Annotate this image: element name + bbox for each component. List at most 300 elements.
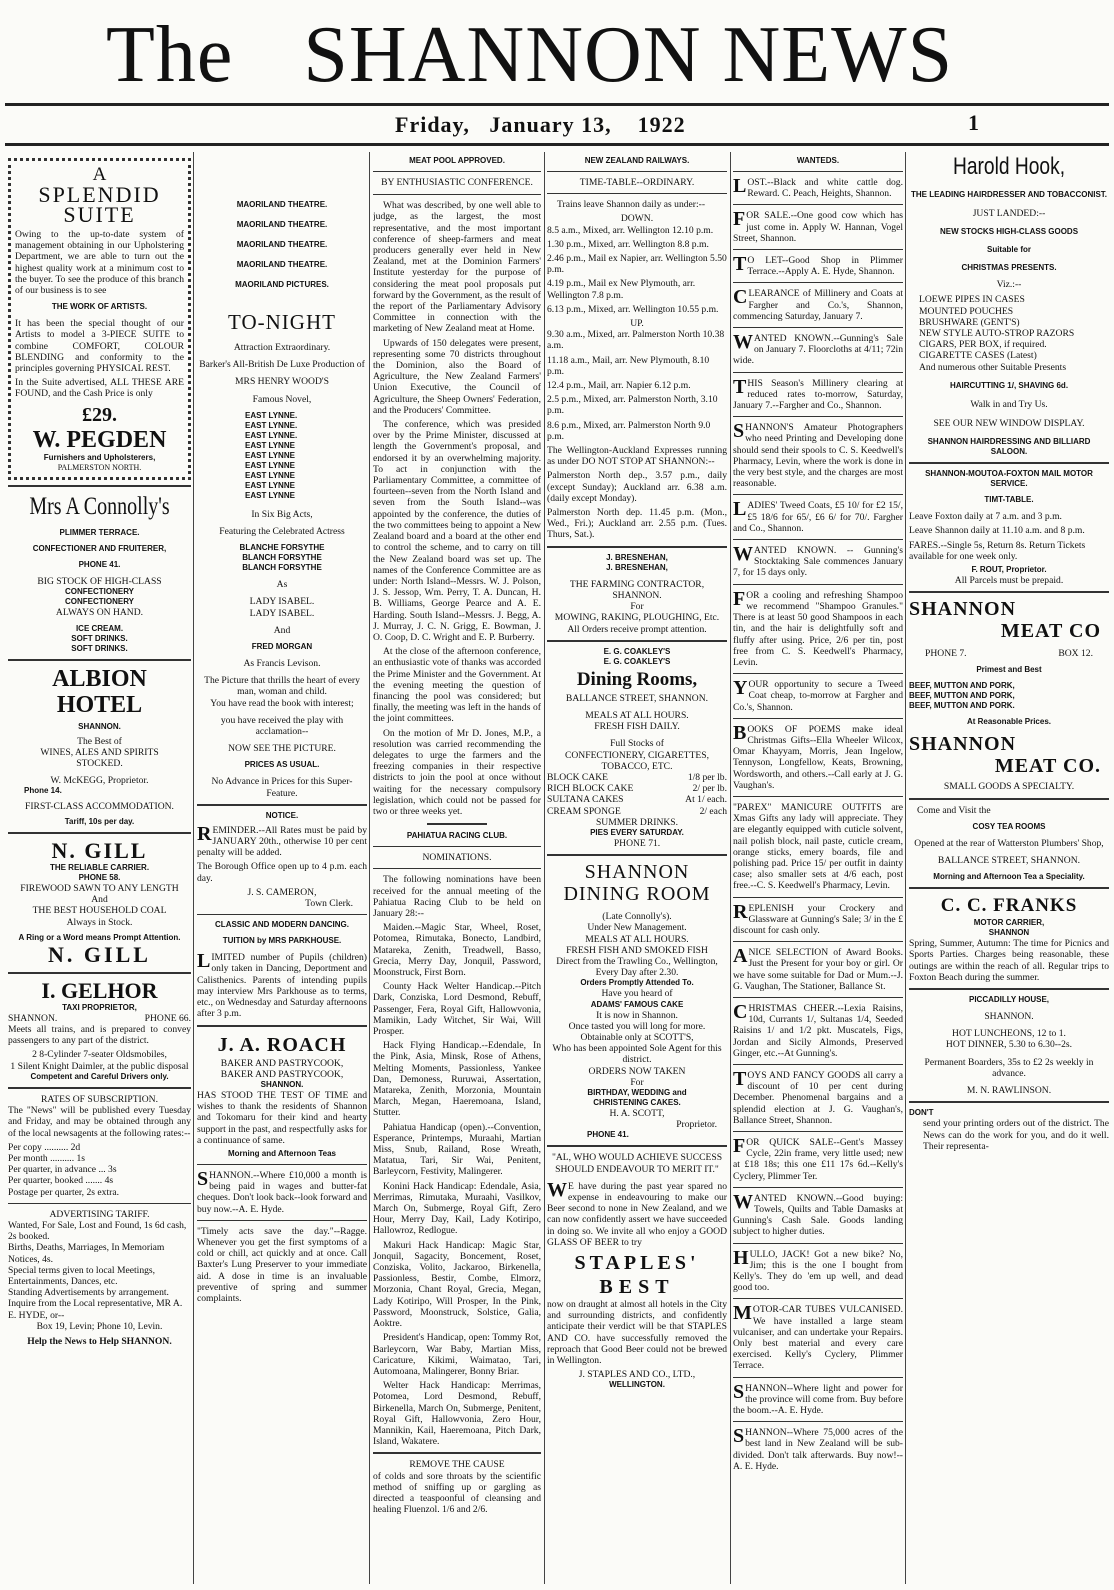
ad-line: Town Clerk. [305,898,353,910]
rate-line: Postage per quarter, 2s extra. [8,1186,119,1198]
ad-heading: E. G. COAKLEY'S [603,656,671,666]
divider [427,823,487,825]
dateline: Friday, January 13, 1922 [395,112,686,137]
ad-line: Morning and Afternoon Tea a Speciality. [933,872,1085,882]
divider [733,1298,903,1299]
ad-line: 2 8-Cylinder 7-seater Oldsmobiles, [32,1049,167,1061]
albion-hotel-ad [8,666,191,827]
divider [733,171,903,172]
ad-heading: "AL, WHO WOULD ACHIEVE SUCCESS SHOULD ENDEAVOUR TO MERIT IT." [551,1152,723,1175]
timetable-note: The Wellington-Auckland Expresses running as under DO NOT STOP AT SHANNON:-- [547,445,727,468]
masthead-rule-bottom [5,143,1109,146]
ad-text: FARES.--Single 5s, Return 8s. Return Tickets available for one week only. [909,539,1086,562]
divider [733,584,903,585]
ad-line: EAST LYNNE. [245,430,298,440]
ad-text: Owing to the up-to-date system of management obtaining in our Upholstering Department, we are able to turn out the highest quality work at a minimum cost to the buyer. To see the produce of this branch of our business is to see [15,229,184,297]
ad-line: H. A. SCOTT, [609,1107,665,1119]
ad-line: In Six Big Acts, [251,508,313,520]
divider [547,171,727,172]
ad-heading: SHANNON [909,598,1017,621]
gift-item: NEW STYLE AUTO-STROP RAZORS [919,328,1075,340]
ad-line: TIMT-TABLE. [984,495,1034,505]
ad-line: STOCKED. [76,758,123,770]
ad-heading: J. BRESNEHAN, [606,562,668,572]
ad-text: In the Suite advertised, ALL THESE ARE FOUND, and the Cash Price is only [15,377,184,400]
ad-heading: I. GELHOR [41,977,158,1003]
ad-heading: HOTEL [56,692,143,719]
ad-line: F. ROUT, Proprietor. [971,565,1047,575]
newspaper-title: The SHANNON NEWS [106,11,954,99]
ad-heading: MEAT CO. [994,755,1101,778]
shannon-meat-ad [909,598,1109,792]
timetable-row: 12.4 p.m., Mail, arr. Napier 6.12 p.m. [547,380,691,392]
classified-ad: SHANNON--Where light and power for the province will come from. Buy before the boom.--A. E. Hyde. [733,1380,903,1417]
ad-line: BEEF, MUTTON AND PORK, [909,691,1015,701]
ad-heading: Mrs A Connolly's [29,492,170,520]
ad-line: THE FARMING CONTRACTOR, [569,578,705,590]
article-headline: NEW ZEALAND RAILWAYS. [584,156,690,165]
ad-heading: STAPLES' [574,1252,700,1275]
article-paragraph: At the close of the afternoon conference, an enthusiastic vote of thanks was accorded the Prime Minister and the Government. At the evening meeting the question of financing the pool was considered; but finally, the meeting was left in the hands of the joint committees. [373,646,541,725]
divider [909,462,1109,464]
article-headline: MEAT POOL APPROVED. [409,156,505,165]
ad-text: It has been the special thought of our Artists to model a 3-PIECE SUITE to combine COMFORT, COLOUR BLENDING and conformity to the principles governing PHYSICAL REST. [15,318,184,375]
section-heading: ADVERTISING TARIFF. [49,1208,150,1220]
ad-line: HOT DINNER, 5.30 to 6.30--2s. [945,1039,1073,1051]
ad-line: MRS HENRY WOOD'S [235,376,329,388]
ad-text: Meets all trains, and is prepared to convey passengers to any part of the district. [8,1024,191,1047]
connolly-ad [8,492,191,654]
ad-text: send your printing orders out of the district. The News can do the work for you, and do it well. Their representa- [923,1118,1109,1152]
ad-heading: J. A. ROACH [217,1033,347,1056]
ad-line: BLANCH FORSYTHE [242,553,322,563]
ad-line: BEEF, MUTTON AND PORK. [909,701,1015,711]
ad-heading: SPLENDID [38,182,161,207]
article-paragraph: Pahiatua Handicap (open).--Convention, Esperance, Printemps, Muraahi, Martian Miss, Snub, Railand, Rose Wreath, Matatua, Tari, Sir Wai, Penitent, Barleycorn, Festivity, Malingerer. [373,1121,541,1178]
ad-line: EAST LYNNE. [245,420,298,430]
pegden-suite-ad [8,158,191,480]
ad-heading: REMOVE THE CAUSE [409,1459,505,1471]
ad-heading: N. GILL [51,838,148,864]
article-paragraph: Welter Hack Handicap: Merrimas, Potomea, Lord Desmond, Rebuff, Birkenella, March On, Submerge, Penitent, Royal Gift, Hallowvonia, Zero Hour, Mannikin, Kail, Haeremoana, Pitch Dark, Island, Wakatere. [373,1380,541,1448]
ad-line: At Reasonable Prices. [966,717,1052,727]
ad-line: Primest and Best [976,665,1042,675]
ad-line: EAST LYNNE [245,470,295,480]
ad-heading: Dining Rooms, [576,668,698,690]
rate-line: Standing Advertisements by arrangement. [8,1287,169,1299]
ad-line: The Picture that thrills the heart of every man, woman and child. [204,675,360,698]
ad-line: CONFECTIONER AND FRUITERER, [32,543,167,553]
ad-subheading: THE WORK OF ARTISTS. [51,302,148,312]
ad-line: EAST LYNNE [245,440,295,450]
ad-line: Who has been appointed Sole Agent for this district. [552,1043,722,1066]
ad-line: JUST LANDED:-- [972,208,1046,219]
price-row: CREAM SPONGE 2/ each [547,805,727,817]
ad-heading: TO-NIGHT [228,310,336,334]
classified-ad: REPLENISH your Crockery and Glassware at Gunning's Sale; 3/ in the £ discount for cash only. [733,900,903,936]
divider [373,194,541,195]
ad-line: And [91,894,108,906]
ad-line: FRED MORGAN [251,642,313,652]
classified-ad: MOTOR-CAR TUBES VULCANISED. We have installed a large steam vulcaniser, and can undertake your Repairs. Only best material and every care exercised. Kelly's Cyclery, Plimmer Terrace. [733,1302,903,1372]
ad-line: Always in Stock. [66,916,133,928]
timetable-row: 2.5 p.m., Mixed, arr. Palmerston North, 3.10 p.m. [547,394,718,417]
fluenzol-ad: of colds and sore throats by the scientific method of sniffing up or gargling as directed a teaspoonful of cleansing and healing Fluenzol. 1/6 and 2/6. [373,1470,541,1516]
ad-heading: A [92,164,107,185]
ad-line: Come and Visit the [917,804,991,816]
ad-heading: J. BRESNEHAN, [606,552,668,562]
classified-ad: LADIES' Tweed Coats, £5 10/ for £2 15/, £5 18/6 for 65/, £6 6/ for 70/. Fargher and Co., Shannon. [733,498,903,534]
ad-heading: SUITE [63,202,136,227]
column-2 [197,152,367,1584]
divider [733,1377,903,1378]
page-number: 1 [968,110,979,135]
ad-line: SOFT DRINKS. [71,644,128,654]
ad-line: PHONE 71. [613,837,661,849]
printing-ad [909,1108,1109,1152]
ad-line: Have you heard of [601,988,673,1000]
rate-line: Per month .......... 1s [8,1152,86,1164]
article-paragraph: County Hack Welter Handicap.--Pitch Dark, Conziska, Lord Desmond, Rebuff, Passenger, Fera, Royal Gift, Hallowvonia, Mamikin, Lady Witchet, Sir Wai, Will Prosper. [373,981,541,1038]
divider [733,718,903,719]
ad-text: now on draught at almost all hotels in the City and surrounding districts, and confidently anticipate their verdict will be that STAPLES AND CO. have successfully removed the reproach that Good Beer could not be brewed in Wellington. [547,1299,727,1367]
divider [733,1187,903,1188]
timetable-row: 8.5 a.m., Mixed, arr. Wellington 12.10 p.m. [547,224,714,236]
timetable-row: 4.19 p.m., Mail ex New Plymouth, arr. Wellington 7.8 p.m. [547,278,696,301]
ad-heading: MEAT CO [1000,620,1101,643]
staples-beer-ad [547,1152,727,1390]
ad-text: Leave Shannon daily at 11.10 a.m. and 8 p.m. [909,525,1085,537]
classified-ad: WANTED KNOWN.--Gunning's Sale on January 7. Floorcloths at 4/11; 72in wide. [733,331,903,367]
rate-line: Inquire from the Local representative, MR A. E. HYDE, or-- [8,1298,183,1321]
ad-line: FIREWOOD SAWN TO ANY LENGTH [20,883,179,895]
hyde-ad: SHANNON.--Where £10,000 a month is being paid in wages and butter-fat cheques. Don't look back--look forward and buy now.--A. E. Hyde. [197,1167,367,1215]
ad-line: J. STAPLES AND CO., LTD., [578,1369,696,1381]
ad-line: SHANNON. [260,1079,304,1089]
ad-line: WELLINGTON. [609,1380,665,1390]
divider [733,494,903,495]
price-row: BLOCK CAKE 1/8 per lb. [547,771,727,783]
ad-line: MOTOR CARRIER, [973,918,1045,928]
ad-line: The Best of [77,736,122,748]
rate-line: Special terms given to local Meetings, Entertainments, Dances, etc. [8,1264,156,1287]
section-heading: WANTEDS. [796,156,840,165]
ad-line: SHANNON. [984,1011,1034,1023]
classified-ad: FOR SALE.--One good cow which has just come in. Apply W. Hannan, Vogel Street, Shannon. [733,208,903,244]
ad-line: You have read the book with interest; [210,697,354,709]
ad-text: Leave Foxton daily at 7 a.m. and 3 p.m. [909,511,1062,523]
ad-line: THE RELIABLE CARRIER. [49,863,150,873]
classified-ad: TO LET--Good Shop in Plimmer Terrace.--Apply A. E. Hyde, Shannon. [733,253,903,278]
harold-hook-ad [909,152,1109,457]
divider [733,204,903,205]
ad-line: FRESH FISH DAILY. [594,721,680,733]
ad-line: PIES EVERY SATURDAY. [590,827,684,837]
ad-line: BAKER AND PASTRYCOOK, [220,1057,344,1069]
classified-ad: FOR QUICK SALE--Gent's Massey Cycle, 22in frame, very little used; new at £18 18s; this one £11 17s 6d.--Kelly's Cyclery, Plimmer Ter. [733,1135,903,1182]
timetable-row: 9.30 a.m., Mixed, arr. Palmerston North 10.38 a.m. [547,329,725,352]
ad-line: Barker's All-British De Luxe Production of [199,359,365,371]
bresnehan-ad [547,553,727,635]
ad-line: As [276,579,288,591]
classified-ad: TOYS AND FANCY GOODS all carry a discount of 10 per cent during December. Phenomenal bargains and a splendid election at J. G. Vaughan's, Ballance Street, Shannon. [733,1068,903,1126]
divider [8,832,191,834]
rate-line: Box 19, Levin; Phone 10, Levin. [36,1320,163,1332]
rates-notice [8,1094,191,1347]
firm-sub: Furnishers and Upholsterers, [43,452,156,462]
divider [733,1243,903,1244]
divider [733,997,903,998]
ad-line: Tariff, 10s per day. [64,817,135,827]
column-rule [193,152,194,1584]
ad-line: FRESH FISH AND SMOKED FISH [566,944,708,956]
divider [373,868,541,869]
gift-item: MOUNTED POUCHES [919,305,1014,317]
ad-line: PHONE 7. BOX 12. [925,648,1093,660]
rate-line: Births, Deaths, Marriages, In Memoriam Notices, 4s. [8,1242,165,1265]
roach-baker-ad [197,1032,367,1159]
gelhor-taxi-ad [8,979,191,1082]
ad-line: EAST LYNNE [245,480,295,490]
article-paragraph: The conference, which was presided over by the Prime Minister, discussed at length the Government's proposal, and endorsed it by an overwhelming majority. To act in conjunction with the Parliamentary Committee, a committee of fourteen--seven from the North Island and seven from the South Island--was appointed by the conference, the duties of the two committees being to appoint a New Zealand board and a board at the other end to control the scheme, and to carry on till the New Zealand board was set up. The names of the Conference Committee are as under: North Island--Messrs. W. J. Polson, J. S. Jessop, Wm. Perry, T. A. Duncan, H. B. Williams, George Pearce and A. E. Harding. South Island--Messrs. J. Begg, A. J. Murray, J. C. N. Grigg, E. Bowman, J. O. Coop, D. C. Wright and E. P. Burberry. [373,419,541,643]
ad-line: CONFECTIONERY [64,596,135,606]
timetable-intro: Trains leave Shannon daily as under:-- [557,199,706,211]
ad-line: LADY ISABEL. [249,596,315,608]
masthead-rule-top [5,103,1109,106]
timetable-row: 8.6 p.m., Mixed, arr. Palmerston North 9.0 p.m. [547,419,711,442]
column-1 [8,152,191,1584]
column-6 [909,152,1109,1584]
ad-line: As Francis Levison. [243,658,321,670]
ad-line: Attraction Extraordinary. [233,342,331,353]
timetable-heading: UP. [630,318,644,330]
ad-line: Orders Promptly Attended To. [580,978,694,988]
gift-item: BRUSHWARE (GENT'S) [919,316,1020,328]
ad-line: BIRTHDAY, WEDDING and [587,1087,687,1097]
ad-line: SOFT DRINKS. [71,634,128,644]
ad-line: Direct from the Trawling Co., Wellington, Every Day after 2.30. [556,955,718,979]
classified-ad: WANTED KNOWN. -- Gunning's Stocktaking Sale commences January 7, for 15 days only. [733,543,903,579]
gift-item: CIGARETTE CASES (Latest) [919,350,1037,362]
ad-line: MAORILAND PICTURES. [235,280,329,289]
ad-line: CHRISTENING CAKES. [593,1097,681,1107]
divider [197,914,367,915]
ad-line: SHANNON [988,928,1030,938]
article-paragraph: Hack Flying Handicap.--Edendale, In the Pink, Asia, Minsk, Rose of Athens, Melting Moments, Passionless, Yankee Dan, Demoness, Ruruwai, Assertation, Matareka, Zenith, Morzonia, Mountain March, Megan, Haeremoana, Island, Stutter. [373,1040,541,1119]
ad-line: CONFECTIONERY [64,586,135,596]
classified-ad: HULLO, JACK! Got a new bike? No, Jim; this is the one I bought from Kelly's. They do 'em up well, and dead good too. [733,1246,903,1294]
ad-line: It is now in Shannon. [596,1009,678,1021]
ad-heading: SHANNON [909,733,1017,756]
ad-heading: BEST [599,1276,675,1299]
divider [547,193,727,194]
divider [197,804,367,806]
article-paragraph: Konini Hack Handicap: Edendale, Asia, Merrimas, Rimutaka, Muraahi, Vasilkov, March On, Submerge, Royal Gift, Zero Hour, Merry Day, Kail, Lady Kotiripo, Hallowroz, Redlogue. [373,1180,541,1237]
ad-heading: PICCADILLY HOUSE, [968,995,1049,1005]
ad-line: PHONE 58. [78,873,121,883]
section-heading: NOTICE. [265,810,299,820]
timetable-row: 2.46 p.m., Mail ex Napier, arr. Wellington 5.50 p.m. [547,253,727,276]
divider [8,972,191,974]
ad-line: MAORILAND THEATRE. [236,220,328,229]
ad-line: PLIMMER TERRACE. [59,527,140,537]
divider [733,897,903,898]
classified-ad: ANICE SELECTION of Award Books. Just the Present for your boy or girl. Or we have some suitable for Dad or Mum.--J. G. Vaughan, The Stationer, Ballance St. [733,945,903,992]
ad-line: For [630,601,644,613]
franks-carrier-ad [909,894,1109,983]
ad-line: Under New Management. [587,922,687,934]
divider [373,1452,541,1454]
ad-line: SHANNON. [78,722,121,732]
article-subheadline: TIME-TABLE--ORDINARY. [579,177,695,188]
gift-item: And numerous other Suitable Presents [919,361,1067,373]
firm-name: W. PEGDEN [32,426,167,453]
ad-heading: C. C. FRANKS [940,895,1078,917]
ad-line: W. McKEGG, Proprietor. [50,774,149,786]
rate-line: Wanted, For Sale, Lost and Found, 1s 6d cash, 2s booked. [8,1219,187,1243]
divider [733,1064,903,1065]
ad-line: BAKER AND PASTRYCOOK, [220,1068,344,1080]
ad-line: SHANNON. PHONE 66. [8,1012,191,1024]
article-paragraph: On the motion of Mr D. Jones, M.P., a resolution was carried recommending the delegates to urge the farmers and the freezing companies in their respective districts to join the pool at once without waiting for the necessary compulsory legislation, which could not be passed for two or three weeks yet. [373,727,541,817]
ad-line: Featuring the Celebrated Actress [219,526,345,538]
ad-text: The Borough Office open up to 4 p.m. each day. [197,861,367,884]
ad-line: NEW STOCKS HIGH-CLASS GOODS [939,227,1079,237]
divider [8,659,191,661]
timetable-heading: DOWN. [620,213,654,225]
divider [909,1101,1109,1103]
ad-line: No Advance in Prices for this Super-Feature. [211,776,353,799]
price-row: RICH BLOCK CAKE 2/ per lb. [547,783,727,795]
divider [547,1145,727,1147]
ad-line: COSY TEA ROOMS [972,821,1046,831]
price-row: SULTANA CAKES At 1/ each. [547,794,727,806]
ad-line: (Late Connolly's). [602,911,672,923]
ad-line: Famous Novel, [252,393,312,405]
piccadilly-house-ad [909,995,1109,1096]
divider [373,171,541,172]
timetable-row: Palmerston North dep. 11.45 p.m. (Mon., Wed., Fri.); Auckland arr. 2.55 p.m. (Tues. Thurs, Sat.). [547,507,727,541]
article-subheadline: BY ENTHUSIASTIC CONFERENCE. [381,177,533,188]
ad-line: THE LEADING HAIRDRESSER AND TOBACCONIST. [910,190,1107,199]
rate-line: Per quarter, in advance ... 3s [8,1164,117,1176]
ad-heading: DINING ROOM [563,883,711,906]
divider [733,372,903,373]
divider [733,327,903,328]
ad-line: EAST LYNNE [245,490,295,500]
column-4 [547,152,727,1584]
ad-line: Competent and Careful Drivers only. [30,1071,169,1081]
mail-motor-ad [909,469,1109,586]
gill-carrier-ad [8,839,191,967]
ad-line: LADY ISABEL. [249,607,315,619]
classified-ad: BOOKS OF POEMS make ideal Christmas Gifts--Ella Wheeler Wilcox, Omar Khayyam, Morris, Jean Ingelow, Tennyson, Longfellow, Keats, Browning, Wordsworth, and others.--Call early at J. G. Vaughan's. [733,721,903,791]
ad-line: MEALS AT ALL HOURS. [585,709,689,721]
ad-line: All Orders receive prompt attention. [567,623,707,635]
ad-line: BIG STOCK OF HIGH-CLASS [37,575,162,587]
ad-line: CONFECTIONERY, CIGARETTES, TOBACCO, ETC. [564,749,709,772]
divider [373,846,541,847]
price: £29. [82,403,117,426]
ad-line: BALLANCE STREET, SHANNON. [937,855,1081,867]
ad-line: SHANNON. [612,589,662,601]
divider [197,1220,367,1221]
classified-ad: SHANNON'S Amateur Photographers who need Printing and Developing done should send their spools to C. S. Keedwell's Pharmacy, Levin, where the work is done in the very best style, and the charges are most reasonable. [733,420,903,490]
ad-line: Suitable for [986,245,1031,255]
shannon-dining-room-ad [547,861,727,1140]
ad-line: EAST LYNNE. [245,410,298,420]
gift-item: CIGARS, PER BOX, if required. [919,339,1047,351]
ad-line: ICE CREAM. [75,624,124,634]
ad-line: Phone 14. [24,785,62,795]
ad-line: WINES, ALES AND SPIRITS [40,747,159,759]
ad-line: ORDERS NOW TAKEN [588,1065,686,1077]
ad-line: BEEF, MUTTON AND PORK, [909,681,1015,691]
divider [909,591,1109,593]
divider [547,640,727,642]
masthead [0,0,1114,150]
timetable-row: Palmerston North dep., 3.57 p.m., daily (except Sunday); Auckland arr. 6.38 a.m. (daily except Monday). [547,470,727,504]
cosy-tea-rooms-ad [909,805,1109,883]
ad-text: HAS STOOD THE TEST OF TIME and wishes to thank the residents of Shannon and Tokomaru for their kind and hearty support in the past, and respectfully asks for a continuance of same. [197,1089,367,1146]
classified-ad: YOUR opportunity to secure a Tweed Coat cheap, to-morrow at Fargher and Co.'s, Shannon. [733,677,903,713]
timetable-row: 1.30 p.m., Mixed, arr. Wellington 8.8 p.m. [547,238,709,250]
classified-ad: CHRISTMAS CHEER.--Lexia Raisins, 10d, Currants 1/, Sultanas 1/4, Seeded Raisins 1/ and 1/2 pkt. Muscatels, Figs, Jordan and Sicily Almonds, Preserved Ginger, etc.--At Gunning's. [733,1000,903,1059]
ad-text: Spring, Summer, Autumn: The time for Picnics and Sports Parties. Charges being reasonable, these outings are within the reach of all. Regular trips to Foxton Beach during the summer. [909,938,1109,983]
divider [733,941,903,942]
divider [733,539,903,540]
divider [909,798,1109,800]
ad-line: Permanent Boarders, 35s to £2 2s weekly in advance. [924,1056,1094,1079]
divider [8,1087,191,1089]
ad-line: SUMMER DRINKS. [595,816,679,828]
ad-heading: E. G. COAKLEY'S [603,646,671,656]
ad-line: HAIRCUTTING 1/, SHAVING 6d. [949,380,1069,390]
rate-line: Per quarter, booked ....... 4s [8,1175,114,1187]
ad-heading: ALBION [52,666,147,693]
classified-ad: LOST.--Black and white cattle dog. Reward. C. Peach, Heights, Shannon. [733,175,903,200]
ad-line: M. N. RAWLINSON. [966,1085,1052,1097]
slogan: Help the News to Help SHANNON. [27,1335,172,1347]
ad-line: BLANCH FORSYTHE [242,563,322,573]
dancing-ad [197,920,367,1019]
divider [733,282,903,283]
article-paragraph: Makuri Hack Handicap: Magic Star, Jonquil, Sagacity, Boncement, Roset, Conziska, Volito, Jackaroo, Birkenella, Passionless, Bestir, Combe, Elmorz, Morzonia, Chant Royal, Grecia, Megan, Lady Kotiripo, Will Prosper, In the Pink, Password, Moonstruck, Solstice, Galia, Aoktre. [373,1239,541,1330]
ad-line: SHANNON HAIRDRESSING AND BILLIARD SALOON. [927,437,1091,457]
ad-text: REMINDER.--All Rates must be paid by JANUARY 20th., otherwise 10 per cent penalty will be added. [197,822,367,859]
baxter-ad: "Timely acts save the day."--Ragge. Whenever you get the first symptoms of a cold or chill, act quickly and at once. Call Baxter's Lung Preserver to your immediate aid. A dose in time is an invaluable preventive of spring and summer complaints. [197,1225,367,1304]
ad-heading: N. GILL [48,941,151,967]
ad-line: And [273,624,291,636]
gift-item: LOEWE PIPES IN CASES [919,294,1025,306]
article-paragraph: President's Handicap, open: Tommy Rot, Barleycorn, War Baby, Martian Miss, Caricature, Kikimi, Waimatao, Tari, Automoana, Malingerer, Bonny Briar. [373,1332,541,1377]
ad-line: CHRISTMAS PRESENTS. [961,263,1057,273]
ad-heading: SHANNON [584,861,690,884]
maoriland-theatre-ad [197,200,367,799]
classified-ad: WANTED KNOWN.--Good buying: Towels, Quilts and Table Damasks at Gunning's Cash Sale. Goods landing subject to higher duties. [733,1190,903,1238]
ad-line: you have received the play with acclamation-- [220,714,344,738]
coakley-dining-ad [547,647,727,849]
column-rule [544,152,545,1584]
divider [909,988,1109,990]
classified-ad: CLEARANCE of Millinery and Coats at Fargher and Co.'s, Shannon, commencing Saturday, January 7. [733,286,903,322]
timetable-row: 6.13 p.m., Mixed, arr. Wellington 10.55 p.m. [547,303,719,315]
timetable-row: 11.18 a.m., Mail, arr. New Plymouth, 8.10 p.m. [547,354,710,377]
ad-line: EAST LYNNE [245,450,295,460]
divider [197,1025,367,1027]
ad-line: For [630,1076,644,1088]
article-headline: PAHIATUA RACING CLUB. [406,831,508,841]
